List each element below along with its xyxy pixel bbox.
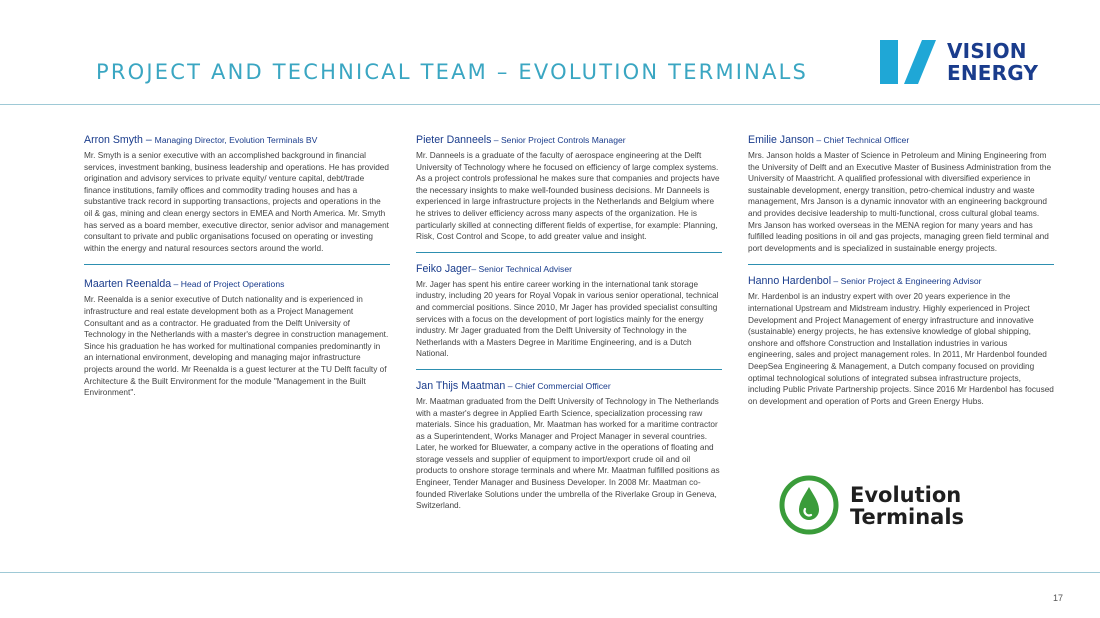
name-separator: – (142, 134, 155, 146)
person-name: Arron Smyth (84, 134, 143, 146)
person-name: Maarten Reenalda (84, 278, 172, 291)
bio-divider (416, 252, 722, 253)
bio-feiko-jager (416, 263, 722, 360)
header-divider (0, 104, 1100, 105)
evo-line-2: Terminals (850, 505, 965, 529)
bio-heading (84, 278, 390, 290)
bio-divider (748, 264, 1054, 265)
water-drop-icon (778, 474, 840, 536)
vision-energy-logo-text (947, 40, 1038, 84)
name-separator: – (505, 380, 515, 391)
name-separator: – (831, 276, 841, 287)
evo-line-1: Evolution (850, 483, 962, 507)
person-role: Senior Project Controls Manager (500, 135, 626, 145)
person-role: Managing Director, Evolution Terminals BV (154, 135, 318, 145)
person-bio: Mr. Hardenbol is an industry expert with over 20 years experience in the international Upstream and Midstream industry. Highly experienced in Project Development and Project Management of energy infrastructure and innovative (sustainable) energy projects, he has extensive knowledge of global shipping, onshore and offshore Construction and Installation industries in various engineering, sales and project management roles. In 2011, Mr Hardenbol founded DeepSea Engineering & Management, a Dutch company focused on providing optimal technological solutions of integrated subsea infrastructure projects, including Public Private Partnership projects. Since 2016 Mr Hardenbol has focused on development and operation of Ports and Green Energy Hubs. (748, 292, 1054, 406)
page-title: PROJECT AND TECHNICAL TEAM – EVOLUTION TERMINALS (96, 60, 809, 84)
person-bio: Mr. Smyth is a senior executive with an accomplished background in financial services, investment banking, business leadership and operations. He has provided origination and advisory services to private equity/ venture capital, debt/trade finance institutions, family offices and commodity trading houses and has a substantive track record in supporting transactions, projects and operations in the oil & gas, mining and clean energy sectors in EMEA and North America. Mr. Smyth has served as a board member, executive director, senior advisor and management consultant to private and public organisations focused on operating or investing within the energy and natural resources sectors around the world. (84, 151, 389, 253)
bio-heading (416, 134, 722, 146)
bio-heading (748, 134, 1054, 146)
person-name: Emilie Janson (748, 134, 814, 146)
bio-heading (416, 263, 722, 275)
logo-line-vision: VISION (947, 39, 1027, 63)
person-bio: Mrs. Janson holds a Master of Science in Petroleum and Mining Engineering from the University of Delft and an Executive Master of Business Administration from the University of Maastricht. A qualified professional with diversified experience in sustainable development, energy transition, petro-chemical industry and waste management, Mrs Janson is a dynamic innovator with an engineering background and provides decisive leadership to multi-functional, cross cultural global teams. Mrs Janson has worked overseas in the MENA region for many years and has fulfilled leading positions in oil and gas projects, managing green field terminal and port developments and is specialized in sustainable energy projects. (748, 151, 1052, 253)
person-role: Chief Commercial Officer (514, 380, 611, 391)
person-bio: Mr. Reenalda is a senior executive of Dutch nationality and is experienced in infrastructure and real estate development both as a Project Management Consultant and as a contractor. He graduated from the Delft University of Technology in the Netherlands with a master's degree in construction management. Since his graduation he has worked for multinational companies predominantly in an international environment, developing and managing major infrastructure projects around the world. Mr Reenalda is a guest lecturer at the TU Delft faculty of Architecture & the Built Environment for the module "Management in the Built Environment". (84, 295, 389, 398)
bio-heading (748, 275, 1054, 287)
bio-hanno-hardenbol (748, 275, 1054, 407)
bio-heading (416, 380, 722, 392)
person-bio: Mr. Maatman graduated from the Delft University of Technology in The Netherlands with a master's degree in Applied Earth Science, specialization processing raw materials. Since his graduation, Mr. Maatman has worked for a maritime contractor as a Superintendent, Works Manager and Project Manager in several countries. Later, he worked for Bluewater, a company active in the operations of floating and storage vessels and supplier of equipment to import/export crude oil and oil products to onshore storage terminals and where Mr. Maatman fulfilled positions as Engineer, Tender Manager and Business Developer. In 2008 Mr. Maatman co-founded Riverlake Solutions under the umbrella of the Riverlake Group in Geneva, Switzerland. (416, 396, 720, 511)
bio-jan-thijs-maatman (416, 380, 722, 512)
bio-pieter-danneels (416, 134, 722, 243)
bio-emilie-janson (748, 134, 1054, 254)
person-name: Pieter Danneels (416, 134, 492, 146)
bio-divider (84, 264, 390, 265)
person-role: Chief Technical Officer (823, 135, 910, 145)
vision-energy-logo-mark (880, 40, 936, 84)
bio-arron-smyth (84, 134, 390, 254)
bio-column-middle (416, 134, 722, 512)
footer-divider (0, 572, 1100, 573)
person-name: Jan Thijs Maatman (416, 379, 506, 392)
evolution-terminals-wordmark (850, 484, 964, 528)
name-separator: – (813, 135, 824, 145)
bio-maarten-reenalda (84, 278, 390, 398)
evolution-terminals-logo (778, 474, 998, 538)
person-name: Feiko Jager (416, 262, 472, 275)
vision-energy-logo (880, 40, 1060, 86)
name-separator: – (491, 135, 501, 145)
bio-heading (84, 134, 390, 146)
bio-column-left (84, 134, 390, 399)
person-bio: Mr. Jager has spent his entire career working in the international tank storage industry, including 20 years for Royal Vopak in various senior operational, technical and commercial positions. Since 2010, Mr Jager has provided specialist consulting services with a focus on the development of port logistics mainly for the energy industry. Mr Jager graduated from the Delft University of Technology in the Netherlands with a Masters Degree in Maritime Engineering, and is a Dutch National. (416, 279, 719, 359)
name-separator: – (171, 279, 181, 290)
person-role: Senior Project & Engineering Advisor (840, 276, 982, 287)
bio-divider (416, 369, 722, 370)
person-role: Senior Technical Adviser (478, 263, 572, 274)
page-number: 17 (1053, 593, 1064, 603)
person-role: Head of Project Operations (180, 279, 285, 290)
person-name: Hanno Hardenbol (748, 275, 832, 288)
person-bio: Mr. Danneels is a graduate of the faculty of aerospace engineering at the Delft University of Technology where he focused on efficiency of large complex systems. As a project controls professional he makes sure that companies and projects have the necessary insights to make well-founded business decisions. Mr Danneels is experienced in large infrastructure projects in the Netherlands and Belgium where he strives to deliver efficiency across many aspects of the organization. He is particularly skilled at connecting different fields of expertise, for example: Planning, Risk, Cost Control and Scope, to add greater value and insight. (416, 151, 720, 242)
name-separator: – (471, 263, 479, 274)
bio-column-right (748, 134, 1054, 407)
logo-line-energy: ENERGY (947, 61, 1039, 85)
